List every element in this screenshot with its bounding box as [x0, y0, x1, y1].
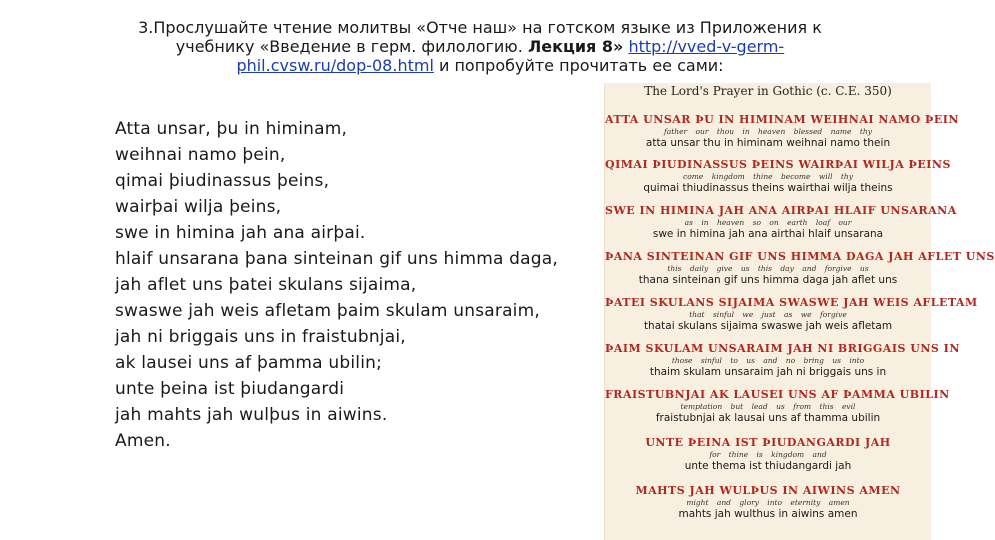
gloss-line: those sinful to us and no bring us into	[671, 356, 865, 365]
gothic-script-line: MAHTS JAH WULÞUS IN AIWINS AMEN	[635, 484, 901, 497]
transliteration-line: thatai skulans sijaima swaswe jah weis afletam	[643, 320, 893, 332]
gothic-script-line: FRAISTUBNJAI AK LAUSEI UNS AF ÞAMMA UBILIN	[605, 388, 950, 401]
gothic-line-group	[605, 436, 931, 473]
heading-line-2	[0, 37, 960, 56]
prayer-line: unte þeina ist þiudangardi	[115, 379, 345, 399]
gothic-line-group	[605, 388, 950, 425]
prayer-line: Atta unsar, þu in himinam,	[115, 119, 348, 139]
prayer-line: wairþai wilja þeins,	[115, 197, 282, 217]
gloss-line: might and glory into eternity amen	[686, 498, 850, 507]
gloss-line: father our thou in heaven blessed name thy	[664, 127, 872, 136]
heading-line-3	[0, 56, 960, 75]
gothic-line-group	[605, 204, 957, 241]
prayer-line: jah aflet uns þatei skulans sijaima,	[115, 275, 417, 295]
gothic-script-line: ÞAIM SKULAM UNSARAIM JAH NI BRIGGAIS UNS IN	[605, 342, 960, 355]
prayer-line: swaswe jah weis afletam þaim skulam unsaraim,	[115, 301, 540, 321]
appendix-link-part-1[interactable]: http://vved-v-germ-	[628, 37, 785, 56]
prayer-line: qimai þiudinassus þeins,	[115, 171, 330, 191]
slide-heading	[0, 18, 960, 75]
gothic-line-group	[605, 158, 951, 195]
transliteration-line: thaim skulam unsaraim jah ni briggais uns in	[649, 366, 887, 378]
transliteration-line: fraistubnjai ak lausai uns af thamma ubilin	[655, 412, 881, 424]
transliteration-line: quimai thiudinassus theins wairthai wilja theins	[643, 182, 893, 194]
prayer-line: jah mahts jah wulþus in aiwins.	[115, 405, 388, 425]
lecture-label: Лекция 8»	[527, 37, 624, 56]
heading-line-1: 3.Прослушайте чтение молитвы «Отче наш» на готском языке из Приложения к	[138, 18, 822, 37]
gothic-script-line: SWE IN HIMINA JAH ANA AIRÞAI HLAIF UNSARANA	[605, 204, 957, 217]
prayer-line: jah ni briggais uns in fraistubnjai,	[115, 327, 406, 347]
gothic-script-line: ÞATEI SKULANS SIJAIMA SWASWE JAH WEIS AFLETAM	[605, 296, 978, 309]
gothic-script-image	[604, 83, 995, 540]
gloss-line: that sinful we just as we forgive	[689, 310, 847, 319]
gothic-line-group	[605, 296, 978, 333]
gloss-line: for thine is kingdom and	[709, 450, 827, 459]
gothic-image-title: The Lord's Prayer in Gothic (c. C.E. 350)	[644, 84, 892, 98]
gloss-line: come kingdom thine become will thy	[683, 172, 853, 181]
gothic-line-group	[605, 342, 960, 379]
prayer-line: swe in himina jah ana airþai.	[115, 223, 366, 243]
gothic-script-line: ATTA UNSAR ÞU IN HIMINAM WEIHNAI NAMO ÞEIN	[605, 113, 959, 126]
prayer-line: weihnai namo þein,	[115, 145, 286, 165]
heading-line-2-text: учебнику «Введение в герм. филологию.	[175, 37, 528, 56]
prayer-line: hlaif unsarana þana sinteinan gif uns himma daga,	[115, 249, 559, 269]
transliteration-line: unte thema ist thiudangardi jah	[684, 460, 852, 472]
gloss-line: temptation but lead us from this evil	[680, 402, 856, 411]
prayer-line: Amen.	[115, 431, 171, 451]
gothic-line-group	[605, 484, 931, 521]
transliteration-line: atta unsar thu in himinam weihnai namo thein	[645, 137, 891, 149]
gothic-script-line: UNTE ÞEINA IST ÞIUDANGARDI JAH	[645, 436, 891, 449]
gothic-script-line: ÞANA SINTEINAN GIF UNS HIMMA DAGA JAH AFLET UNS	[605, 250, 995, 263]
transliteration-line: thana sinteinan gif uns himma daga jah aflet uns	[638, 274, 898, 286]
gothic-line-group	[605, 250, 995, 287]
heading-line-3-text: и попробуйте прочитать ее сами:	[433, 56, 724, 75]
gothic-prayer-text	[115, 116, 559, 454]
gloss-line: as in heaven so on earth loaf our	[684, 218, 852, 227]
transliteration-line: mahts jah wulthus in aiwins amen	[678, 508, 858, 520]
gothic-script-line: QIMAI ÞIUDINASSUS ÞEINS WAIRÞAI WILJA ÞEINS	[605, 158, 951, 171]
prayer-line: ak lausei uns af þamma ubilin;	[115, 353, 383, 373]
appendix-link-part-2[interactable]: phil.cvsw.ru/dop-08.html	[236, 56, 434, 75]
gloss-line: this daily give us this day and forgive us	[667, 264, 869, 273]
transliteration-line: swe in himina jah ana airthai hlaif unsarana	[652, 228, 884, 240]
gothic-line-group	[605, 113, 959, 150]
